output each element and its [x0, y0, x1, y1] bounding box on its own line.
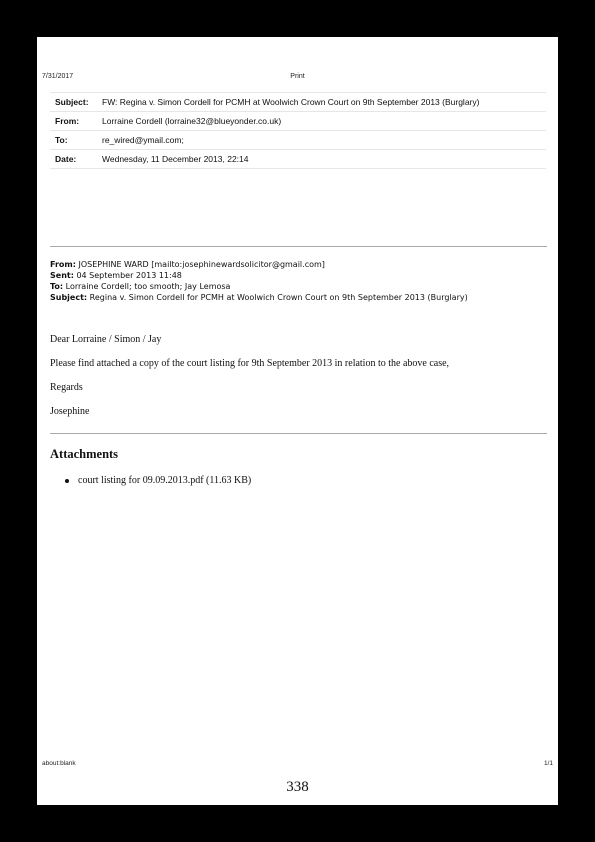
- meta-label: Subject:: [55, 97, 89, 107]
- divider: [50, 433, 547, 434]
- meta-label: From:: [55, 116, 80, 126]
- body-paragraph: Please find attached a copy of the court listing for 9th September 2013 in relation to the above case,: [50, 358, 450, 369]
- document-page: [37, 37, 558, 805]
- email-meta-table: [50, 92, 546, 169]
- meta-value: Lorraine Cordell (lorraine32@blueyonder.co.uk): [102, 116, 282, 126]
- footer-page-count: 1/1: [543, 760, 553, 767]
- footer-url: about:blank: [42, 760, 76, 767]
- divider: [50, 246, 547, 247]
- page-number: 338: [286, 779, 309, 795]
- attachments-heading: Attachments: [50, 447, 119, 461]
- meta-label: Date:: [55, 154, 77, 164]
- meta-row-to: [50, 131, 546, 150]
- fwd-subject-label: Subject:: [50, 293, 88, 302]
- fwd-to-value: Lorraine Cordell; too smooth; Jay Lemosa: [63, 282, 231, 291]
- fwd-from: [50, 259, 468, 270]
- fwd-to-label: To:: [50, 282, 64, 291]
- signature: Josephine: [50, 406, 90, 417]
- meta-value: re_wired@ymail.com;: [102, 135, 184, 145]
- fwd-subject-value: Regina v. Simon Cordell for PCMH at Woolwich Crown Court on 9th September 2013 (Burglary): [87, 293, 468, 302]
- meta-value: Wednesday, 11 December 2013, 22:14: [102, 154, 249, 164]
- fwd-sent-value: 04 September 2013 11:48: [73, 271, 182, 280]
- fwd-to: [50, 281, 468, 292]
- fwd-sent: [50, 270, 468, 281]
- attachment-name[interactable]: court listing for 09.09.2013.pdf (11.63 KB): [78, 475, 252, 486]
- meta-value: FW: Regina v. Simon Cordell for PCMH at Woolwich Crown Court on 9th September 2013 (Burglary): [102, 97, 480, 107]
- meta-row-from: [50, 112, 546, 131]
- meta-label: To:: [55, 135, 68, 145]
- attachment-item[interactable]: [65, 475, 251, 486]
- fwd-sent-label: Sent:: [50, 271, 74, 280]
- meta-row-date: [50, 150, 546, 169]
- closing: Regards: [50, 382, 83, 393]
- forwarded-header: [50, 259, 468, 303]
- meta-row-subject: [50, 93, 546, 112]
- greeting: Dear Lorraine / Simon / Jay: [50, 334, 162, 345]
- print-date: 7/31/2017: [42, 73, 74, 80]
- print-title: Print: [290, 73, 305, 80]
- fwd-from-label: From:: [50, 260, 76, 269]
- fwd-subject: [50, 292, 468, 303]
- fwd-from-value: JOSEPHINE WARD [mailto:josephinewardsolicitor@gmail.com]: [75, 260, 325, 269]
- bullet-icon: [65, 479, 69, 483]
